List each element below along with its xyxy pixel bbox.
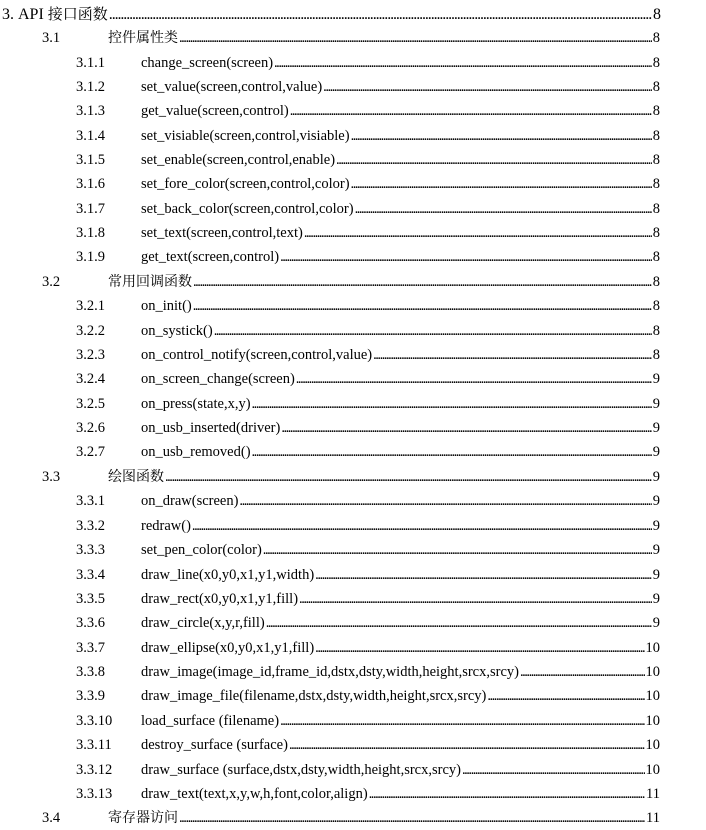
toc-page-number: 10 bbox=[645, 762, 660, 778]
toc-entry[interactable] bbox=[76, 660, 660, 684]
toc-entry[interactable] bbox=[76, 99, 660, 123]
toc-entry[interactable] bbox=[76, 782, 660, 806]
toc-title: draw_line(x0,y0,x1,y1,width) bbox=[141, 567, 315, 583]
toc-page-number: 9 bbox=[652, 396, 660, 412]
toc-leader-dots bbox=[179, 806, 645, 830]
toc-entry[interactable] bbox=[76, 611, 660, 635]
toc-number: 3.1.4 bbox=[76, 128, 105, 144]
toc-title: set_enable(screen,control,enable) bbox=[141, 152, 336, 168]
toc-title: 寄存器访问 bbox=[108, 810, 178, 826]
toc-entry[interactable] bbox=[76, 440, 660, 464]
toc-number: 3.2 bbox=[42, 274, 61, 290]
toc-leader-dots bbox=[192, 514, 652, 538]
toc-entry[interactable] bbox=[76, 245, 660, 269]
toc-entry[interactable] bbox=[76, 294, 660, 318]
toc-leader-dots bbox=[165, 465, 652, 489]
toc-title: on_usb_removed() bbox=[141, 444, 251, 460]
toc-number: 3.2.7 bbox=[76, 444, 105, 460]
toc-leader-dots bbox=[280, 245, 652, 269]
toc-page-number: 9 bbox=[652, 591, 660, 607]
toc-title: on_draw(screen) bbox=[141, 493, 239, 509]
toc-title: API 接口函数 bbox=[18, 5, 108, 23]
toc-title: set_pen_color(color) bbox=[141, 542, 262, 558]
toc-leader-dots bbox=[193, 270, 652, 294]
toc-entry[interactable] bbox=[76, 538, 660, 562]
toc-entry-3[interactable] bbox=[2, 2, 661, 26]
toc-page-number: 9 bbox=[652, 567, 660, 583]
toc-number: 3.3.7 bbox=[76, 640, 105, 656]
toc-entry[interactable] bbox=[76, 197, 660, 221]
toc-page-number: 10 bbox=[645, 713, 660, 729]
toc-number: 3.3.2 bbox=[76, 518, 105, 534]
toc-title: get_value(screen,control) bbox=[141, 103, 289, 119]
toc-number: 3.3.8 bbox=[76, 664, 105, 680]
toc-leader-dots bbox=[299, 587, 652, 611]
toc-entry[interactable] bbox=[76, 75, 660, 99]
toc-page-number: 8 bbox=[652, 225, 660, 241]
toc-number: 3.2.4 bbox=[76, 371, 105, 387]
toc-leader-dots bbox=[304, 221, 652, 245]
toc-page-number: 9 bbox=[652, 493, 660, 509]
toc-entry[interactable] bbox=[76, 758, 660, 782]
toc-entry-3-3[interactable] bbox=[42, 465, 660, 489]
toc-number: 3.2.6 bbox=[76, 420, 105, 436]
toc-number: 3.2.1 bbox=[76, 298, 105, 314]
toc-leader-dots bbox=[520, 660, 645, 684]
toc-title: draw_circle(x,y,r,fill) bbox=[141, 615, 265, 631]
toc-entry[interactable] bbox=[76, 489, 660, 513]
toc-entry[interactable] bbox=[76, 343, 660, 367]
toc-page-number: 8 bbox=[652, 274, 660, 290]
toc-entry[interactable] bbox=[76, 709, 660, 733]
toc-leader-dots bbox=[252, 440, 652, 464]
toc-title: draw_image_file(filename,dstx,dsty,width,height,srcx,srcy) bbox=[141, 688, 487, 704]
toc-number: 3.3.1 bbox=[76, 493, 105, 509]
toc-page-number: 8 bbox=[652, 128, 660, 144]
toc-leader-dots bbox=[109, 3, 652, 27]
toc-page-number: 10 bbox=[645, 640, 660, 656]
toc-page-number: 9 bbox=[652, 420, 660, 436]
toc-entry[interactable] bbox=[76, 172, 660, 196]
toc-number: 3. bbox=[2, 6, 14, 23]
toc-title: redraw() bbox=[141, 518, 191, 534]
toc-entry-3-4[interactable] bbox=[42, 806, 660, 830]
toc-title: 绘图函数 bbox=[108, 469, 164, 485]
toc-title: set_back_color(screen,control,color) bbox=[141, 201, 354, 217]
toc-entry-3-1[interactable] bbox=[42, 26, 660, 50]
toc-number: 3.1.9 bbox=[76, 249, 105, 265]
toc-entry[interactable] bbox=[76, 51, 660, 75]
toc-page-number: 11 bbox=[646, 786, 660, 802]
toc-leader-dots bbox=[289, 733, 645, 757]
toc-title: set_text(screen,control,text) bbox=[141, 225, 303, 241]
toc-title: load_surface (filename) bbox=[141, 713, 280, 729]
toc-number: 3.3.6 bbox=[76, 615, 105, 631]
toc-page-number: 10 bbox=[645, 688, 660, 704]
toc-leader-dots bbox=[266, 611, 652, 635]
toc-title: change_screen(screen) bbox=[141, 55, 274, 71]
toc-page-number: 8 bbox=[652, 249, 660, 265]
toc-page-number: 8 bbox=[652, 152, 660, 168]
toc-title: 常用回调函数 bbox=[108, 274, 192, 290]
toc-entry[interactable] bbox=[76, 124, 660, 148]
toc-title: 控件属性类 bbox=[108, 30, 178, 46]
toc-entry[interactable] bbox=[76, 684, 660, 708]
toc-number: 3.1.1 bbox=[76, 55, 105, 71]
toc-page-number: 8 bbox=[652, 176, 660, 192]
toc-number: 3.1.2 bbox=[76, 79, 105, 95]
toc-leader-dots bbox=[355, 197, 652, 221]
toc-page-number: 8 bbox=[652, 79, 660, 95]
toc-page-number: 8 bbox=[653, 6, 661, 23]
toc-leader-dots bbox=[373, 343, 652, 367]
toc-title: on_screen_change(screen) bbox=[141, 371, 295, 387]
toc-entry[interactable] bbox=[76, 319, 660, 343]
toc-number: 3.1.5 bbox=[76, 152, 105, 168]
toc-entry[interactable] bbox=[76, 514, 660, 538]
toc-page-number: 9 bbox=[652, 518, 660, 534]
toc-title: on_press(state,x,y) bbox=[141, 396, 251, 412]
toc-number: 3.3.10 bbox=[76, 713, 113, 729]
toc-leader-dots bbox=[193, 294, 652, 318]
toc-entry[interactable] bbox=[76, 221, 660, 245]
toc-entry[interactable] bbox=[76, 587, 660, 611]
toc-number: 3.3 bbox=[42, 469, 61, 485]
toc-page-number: 11 bbox=[646, 810, 660, 826]
toc-number: 3.1.8 bbox=[76, 225, 105, 241]
toc-number: 3.2.2 bbox=[76, 323, 105, 339]
toc-page-number: 8 bbox=[652, 103, 660, 119]
toc-leader-dots bbox=[214, 319, 652, 343]
toc-leader-dots bbox=[315, 563, 652, 587]
toc-title: set_value(screen,control,value) bbox=[141, 79, 323, 95]
toc-leader-dots bbox=[280, 709, 644, 733]
toc-number: 3.4 bbox=[42, 810, 61, 826]
toc-number: 3.3.5 bbox=[76, 591, 105, 607]
toc-number: 3.3.4 bbox=[76, 567, 105, 583]
toc-number: 3.3.12 bbox=[76, 762, 113, 778]
toc-title: draw_surface (surface,dstx,dsty,width,height,srcx,srcy) bbox=[141, 762, 461, 778]
toc-leader-dots bbox=[296, 367, 652, 391]
toc-page-number: 10 bbox=[645, 664, 660, 680]
toc-number: 3.3.13 bbox=[76, 786, 113, 802]
toc-page-number: 9 bbox=[652, 542, 660, 558]
toc-entry[interactable] bbox=[76, 367, 660, 391]
toc-title: draw_text(text,x,y,w,h,font,color,align) bbox=[141, 786, 368, 802]
toc-leader-dots bbox=[179, 26, 652, 50]
toc-leader-dots bbox=[462, 758, 645, 782]
toc-entry-3-2[interactable] bbox=[42, 270, 660, 294]
toc-number: 3.1 bbox=[42, 30, 61, 46]
toc-leader-dots bbox=[263, 538, 652, 562]
toc-leader-dots bbox=[239, 489, 651, 513]
toc-number: 3.2.5 bbox=[76, 396, 105, 412]
toc-title: get_text(screen,control) bbox=[141, 249, 280, 265]
toc-entry[interactable] bbox=[76, 563, 660, 587]
toc-entry[interactable] bbox=[76, 392, 660, 416]
toc-page-number: 8 bbox=[652, 30, 660, 46]
toc-leader-dots bbox=[290, 99, 652, 123]
toc-leader-dots bbox=[252, 392, 652, 416]
toc-page-number: 8 bbox=[652, 347, 660, 363]
toc-title: on_systick() bbox=[141, 323, 213, 339]
toc-title: set_visiable(screen,control,visiable) bbox=[141, 128, 350, 144]
toc-entry[interactable] bbox=[76, 733, 660, 757]
toc-title: on_init() bbox=[141, 298, 192, 314]
toc-number: 3.1.6 bbox=[76, 176, 105, 192]
toc-page-number: 9 bbox=[652, 469, 660, 485]
toc-number: 3.3.3 bbox=[76, 542, 105, 558]
toc-number: 3.2.3 bbox=[76, 347, 105, 363]
toc-title: draw_ellipse(x0,y0,x1,y1,fill) bbox=[141, 640, 315, 656]
toc-page-number: 8 bbox=[652, 201, 660, 217]
toc-number: 3.1.3 bbox=[76, 103, 105, 119]
toc-entry[interactable] bbox=[76, 416, 660, 440]
toc-leader-dots bbox=[351, 124, 652, 148]
toc-page-number: 8 bbox=[652, 55, 660, 71]
toc-page-number: 9 bbox=[652, 615, 660, 631]
toc-title: draw_rect(x0,y0,x1,y1,fill) bbox=[141, 591, 299, 607]
toc-page-number: 8 bbox=[652, 323, 660, 339]
toc-leader-dots bbox=[351, 172, 652, 196]
toc-page-number: 8 bbox=[652, 298, 660, 314]
toc-leader-dots bbox=[336, 148, 652, 172]
toc-leader-dots bbox=[281, 416, 651, 440]
toc-title: on_control_notify(screen,control,value) bbox=[141, 347, 373, 363]
toc-leader-dots bbox=[323, 75, 652, 99]
toc-page-number: 9 bbox=[652, 371, 660, 387]
toc-entry[interactable] bbox=[76, 148, 660, 172]
toc-entry[interactable] bbox=[76, 636, 660, 660]
toc-number: 3.3.11 bbox=[76, 737, 112, 753]
toc-number: 3.3.9 bbox=[76, 688, 105, 704]
toc-leader-dots bbox=[369, 782, 645, 806]
toc-leader-dots bbox=[274, 51, 652, 75]
toc-title: destroy_surface (surface) bbox=[141, 737, 288, 753]
toc-page-number: 9 bbox=[652, 444, 660, 460]
toc-title: draw_image(image_id,frame_id,dstx,dsty,width,height,srcx,srcy) bbox=[141, 664, 519, 680]
toc-leader-dots bbox=[487, 684, 644, 708]
toc-number: 3.1.7 bbox=[76, 201, 105, 217]
toc-title: on_usb_inserted(driver) bbox=[141, 420, 281, 436]
toc-leader-dots bbox=[315, 636, 644, 660]
toc-page-number: 10 bbox=[645, 737, 660, 753]
toc-title: set_fore_color(screen,control,color) bbox=[141, 176, 350, 192]
